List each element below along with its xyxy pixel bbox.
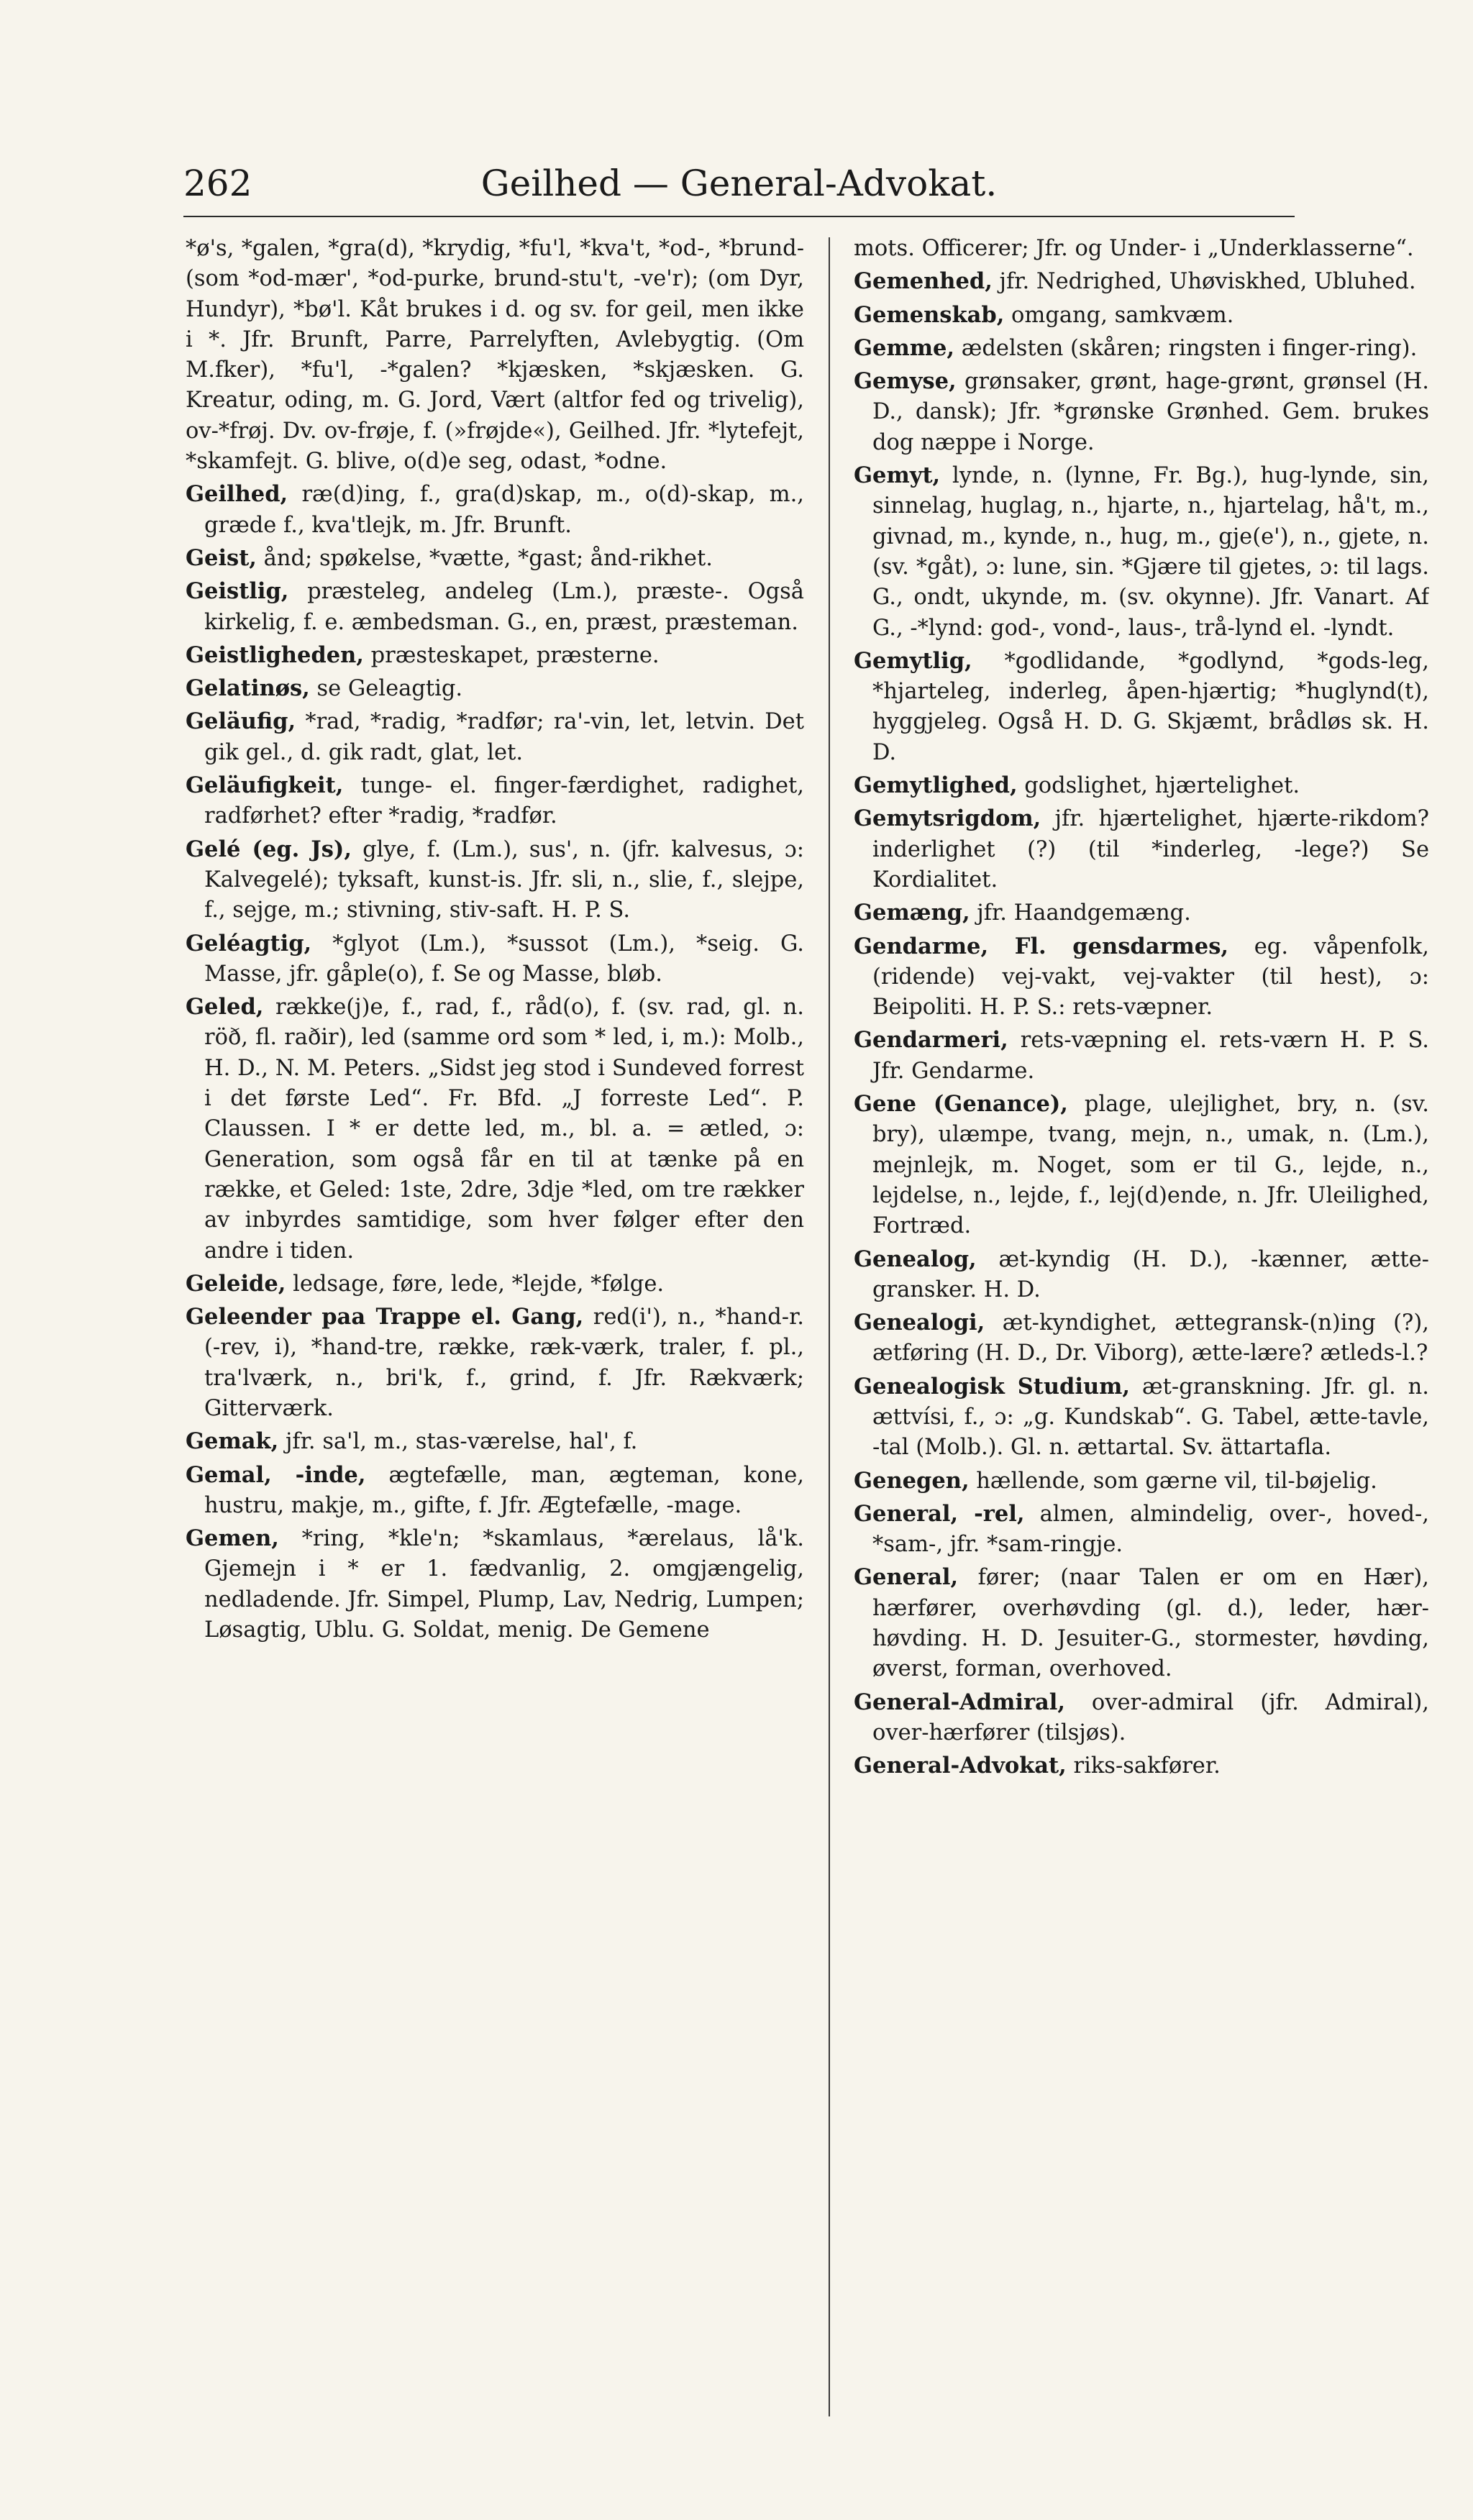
entry-headword: Gemenskab, <box>854 301 1005 328</box>
entry-headword: Gemyt, <box>854 462 941 489</box>
entry-text: glye, f. (Lm.), sus', n. (jfr. kalvesus, ɔ: Kalvegelé); tyksaft, kunst-is. Jfr. sli, n., slie, f., slejpe, f., sejge, m.; stivning, stiv-saft. H. P. S. <box>204 836 804 923</box>
entry-text: *rad, *radig, *radfør; ra'-vin, let, letvin. Det gik gel., d. gik radt, glat, let. <box>204 709 804 765</box>
dictionary-entry <box>186 770 804 832</box>
dictionary-entry <box>854 1025 1429 1087</box>
dictionary-entry <box>186 479 804 541</box>
entry-headword: Genealogisk Studium, <box>854 1373 1131 1400</box>
entry-headword: Gemal, -inde, <box>186 1461 366 1488</box>
dictionary-entry <box>854 1371 1429 1464</box>
page-title: Geilhed — General-Advokat. <box>480 163 998 204</box>
dictionary-entry <box>854 1244 1429 1306</box>
entry-text: jfr. sa'l, m., stas-værelse, hal', f. <box>285 1429 638 1455</box>
entry-headword: Gene (Genance), <box>854 1091 1068 1118</box>
entry-headword: Gemen, <box>186 1525 279 1552</box>
dictionary-entry <box>186 1460 804 1522</box>
entry-headword: Geleender paa Trappe el. Gang, <box>186 1304 584 1330</box>
entry-headword: Genealogi, <box>854 1310 985 1336</box>
entry-headword: General-Advokat, <box>854 1753 1067 1779</box>
dictionary-entry <box>186 1426 804 1457</box>
entry-text: æt-kyndig (H. D.), -kænner, ætte-gransker. H. D. <box>872 1246 1429 1302</box>
dictionary-entry <box>186 992 804 1266</box>
entry-text: ægtefælle, man, ægteman, kone, hustru, makje, m., gifte, f. Jfr. Ægtefælle, -mage. <box>204 1462 804 1518</box>
dictionary-entry <box>854 1307 1429 1369</box>
dictionary-entry <box>186 543 804 574</box>
entry-text: red(i'), n., *hand-r. (-rev, i), *hand-tre, række, ræk-værk, traler, f. pl., tra'lværk, n., bri'k, f., grind, f. Jfr. Rækværk; Gitterværk. <box>204 1305 804 1421</box>
entry-text: riks-sakfører. <box>1073 1753 1221 1779</box>
page-header <box>183 158 1295 209</box>
entry-headword: Gemme, <box>854 334 955 361</box>
entry-text: lynde, n. (lynne, Fr. Bg.), hug-lynde, sin, sinnelag, huglag, n., hjarte, n., hjartelag, hå't, m., givnad, m., kynde, n., hug, m., gje(e'), n., gjete, n. (sv. *gåt), ɔ: lune, sin. *Gjære til gjetes, ɔ: til lags. G., ondt, ukynde, m. (sv. okynne). Jfr. Vanart. Af G., -*lynd: god-, vond-, laus-, trå-lynd el. -lyndt. <box>872 463 1429 641</box>
dictionary-entry <box>854 1687 1429 1749</box>
entry-headword: Gendarmeri, <box>854 1027 1008 1054</box>
entry-headword: Geläufigkeit, <box>186 772 344 799</box>
entry-text: jfr. Nedrighed, Uhøviskhed, Ubluhed. <box>999 269 1416 295</box>
entry-headword: Gemyse, <box>854 368 957 395</box>
dictionary-entry <box>186 576 804 638</box>
entry-headword: Geleide, <box>186 1270 286 1297</box>
left-column <box>186 234 804 2455</box>
entry-text: præsteskapet, præsterne. <box>370 642 660 668</box>
dictionary-entry <box>186 928 804 990</box>
dictionary-entry <box>854 366 1429 458</box>
entry-text: grønsaker, grønt, hage-grønt, grønsel (H. D., dansk); Jfr. *grønske Grønhed. Gem. brukes dog næppe i Norge. <box>872 369 1429 455</box>
entry-headword: Geled, <box>186 994 264 1021</box>
entry-text: omgang, samkvæm. <box>1011 302 1234 328</box>
entry-headword: Gendarme, Fl. gensdarmes, <box>854 933 1228 959</box>
entry-text: hællende, som gærne vil, til-bøjelig. <box>976 1468 1377 1494</box>
column-divider <box>829 237 830 2416</box>
dictionary-entry <box>854 460 1429 644</box>
entry-headword: General, <box>854 1564 959 1591</box>
entry-text: fører; (naar Talen er om en Hær), hærfører, overhøvding (gl. d.), leder, hær-høvding. H. D. Jesuiter-G., stormester, høvding, øverst, forman, overhoved. <box>872 1565 1429 1682</box>
dictionary-entry <box>186 1302 804 1424</box>
dictionary-entry <box>854 266 1429 297</box>
dictionary-entry <box>854 1089 1429 1241</box>
entry-headword: Genegen, <box>854 1467 970 1494</box>
dictionary-entry <box>186 834 804 926</box>
entry-headword: Gelé (eg. Js), <box>186 836 352 862</box>
entry-headword: Gemytlighed, <box>854 772 1018 799</box>
entry-headword: Geistlig, <box>186 578 289 605</box>
entry-headword: General-Admiral, <box>854 1689 1065 1715</box>
header-rule <box>183 216 1295 217</box>
right-column <box>854 234 1429 2455</box>
entry-headword: Genealog, <box>854 1246 977 1272</box>
dictionary-entry <box>854 803 1429 895</box>
entry-text: tunge- el. finger-færdighet, radighet, radførhet? efter *radig, *radfør. <box>204 773 804 829</box>
dictionary-entry <box>186 1269 804 1300</box>
page-number: 262 <box>183 163 252 204</box>
entry-headword: Gelatinøs, <box>186 675 310 702</box>
entry-text: *ø's, *galen, *gra(d), *krydig, *fu'l, *kva't, *od-, *brund- (som *od-mær', *od-purke, brund-stu't, -ve'r); (om Dyr, Hundyr), *bø'l. Kåt brukes i d. og sv. for geil, men ikke i *. Jfr. Brunft, Parre, Parrelyften, Avlebygtig. (Om M.fker), *fu'l, -*galen? *kjæsken, *skjæsken. G. Kreatur, oding, m. G. Jord, Vært (altfor fed og trivelig), ov-*frøj. Dv. ov-frøje, f. (»frøjde«), Geilhed. Jfr. *lytefejt, *skamfejt. G. blive, o(d)e seg, odast, *odne. <box>186 236 804 475</box>
dictionary-entry <box>854 1562 1429 1684</box>
entry-text: jfr. hjærtelighet, hjærte-rikdom? inderlighet (?) (til *inderleg, -lege?) Se Kordialitet. <box>872 806 1429 892</box>
dictionary-entry <box>186 234 804 477</box>
entry-text: *glyot (Lm.), *sussot (Lm.), *seig. G. Masse, jfr. gåple(o), f. Se og Masse, bløb. <box>204 931 804 987</box>
dictionary-entry <box>854 1750 1429 1781</box>
entry-headword: Geistligheden, <box>186 642 364 668</box>
dictionary-entry <box>854 770 1429 801</box>
entry-text: æt-kyndighet, ættegransk-(n)ing (?), ætføring (H. D., Dr. Viborg), ætte-lære? ætleds-l.? <box>872 1310 1429 1366</box>
dictionary-entry <box>186 706 804 768</box>
dictionary-entry <box>854 333 1429 364</box>
dictionary-entry <box>854 898 1429 928</box>
entry-headword: Gemytsrigdom, <box>854 805 1041 832</box>
dictionary-entry <box>854 646 1429 768</box>
entry-headword: Gemytlig, <box>854 647 972 674</box>
entry-text: æt-granskning. Jfr. gl. n. ættvísi, f., ɔ: „g. Kundskab“. G. Tabel, ætte-tavle, -tal (Molb.). Gl. n. ættartal. Sv. ättartafla. <box>872 1374 1429 1461</box>
entry-headword: General, -rel, <box>854 1500 1025 1527</box>
entry-headword: Gemenhed, <box>854 268 993 295</box>
entry-text: se Geleagtig. <box>316 676 463 702</box>
entry-text: ledsage, føre, lede, *lejde, *følge. <box>293 1271 665 1297</box>
dictionary-entry <box>854 1499 1429 1561</box>
entry-text: rets-væpning el. rets-værn H. P. S. Jfr. Gendarme. <box>872 1028 1429 1084</box>
dictionary-entry <box>186 1523 804 1645</box>
entry-headword: Geist, <box>186 544 257 571</box>
entry-text: *ring, *kle'n; *skamlaus, *ærelaus, lå'k. Gjemejn i * er 1. fædvanlig, 2. omgjængelig, nedladende. Jfr. Simpel, Plump, Lav, Nedrig, Lumpen; Løsagtig, Ublu. G. Soldat, menig. De Gemene <box>204 1526 804 1643</box>
entry-text: række(j)e, f., rad, f., råd(o), f. (sv. rad, gl. n. röð, fl. raðir), led (samme ord som * led, i, m.): Molb., H. D., N. M. Peters. „Sidst jeg stod i Sundeved forrest i det første Led“. Fr. Bfd. „J forreste Led“. P. Claussen. I * er dette led, m., bl. a. = ætled, ɔ: Generation, som også får en til at tænke på en række, et Geled: 1ste, 2dre, 3dje *led, om tre rækker av inbyrdes samtidige, som hver følger efter den andre i tiden. <box>204 995 804 1264</box>
entry-text: over-admiral (jfr. Admiral), over-hærfører (tilsjøs). <box>872 1689 1429 1745</box>
entry-headword: Gemæng, <box>854 900 970 926</box>
entry-headword: Geilhed, <box>186 481 288 508</box>
entry-text: mots. Officerer; Jfr. og Under- i „Underklasserne“. <box>854 236 1414 261</box>
entry-text: plage, ulejlighet, bry, n. (sv. bry), ulæmpe, tvang, mejn, n., umak, n. (Lm.), mejnlejk, m. Noget, som er til G., lejde, n., lejdelse, n., lejde, f., lej(d)ende, n. Jfr. Uleilighed, Fortræd. <box>872 1092 1429 1239</box>
dictionary-entry <box>854 1466 1429 1497</box>
entry-text: jfr. Haandgemæng. <box>977 900 1191 926</box>
entry-text: *godlidande, *godlynd, *gods-leg, *hjarteleg, inderleg, åpen-hjærtig; *huglynd(t), hyggjeleg. Også H. D. G. Skjæmt, brådløs sk. H. D. <box>872 648 1429 765</box>
dictionary-entry <box>854 931 1429 1023</box>
dictionary-entry <box>854 234 1429 264</box>
entry-text: ånd; spøkelse, *vætte, *gast; ånd-rikhet. <box>263 545 713 571</box>
entry-text: præsteleg, andeleg (Lm.), præste-. Også kirkelig, f. e. æmbedsman. G., en, præst, præsteman. <box>204 579 804 635</box>
entry-headword: Gemak, <box>186 1428 279 1455</box>
entry-text: ædelsten (skåren; ringsten i finger-ring). <box>961 335 1418 361</box>
dictionary-entry <box>186 673 804 704</box>
entry-headword: Geléagtig, <box>186 930 312 957</box>
entry-text: eg. våpenfolk, (ridende) vej-vakt, vej-vakter (til hest), ɔ: Beipoliti. H. P. S.: rets-væpner. <box>872 933 1429 1021</box>
entry-text: godslighet, hjærtelighet. <box>1024 773 1300 799</box>
dictionary-entry <box>186 640 804 671</box>
entry-text: almen, almindelig, over-, hoved-, *sam-, jfr. *sam-ringje. <box>872 1501 1429 1558</box>
dictionary-entry <box>854 300 1429 331</box>
entry-text: ræ(d)ing, f., gra(d)skap, m., o(d)-skap, m., græde f., kva'tlejk, m. Jfr. Brunft. <box>204 482 804 538</box>
entry-headword: Geläufig, <box>186 708 296 735</box>
